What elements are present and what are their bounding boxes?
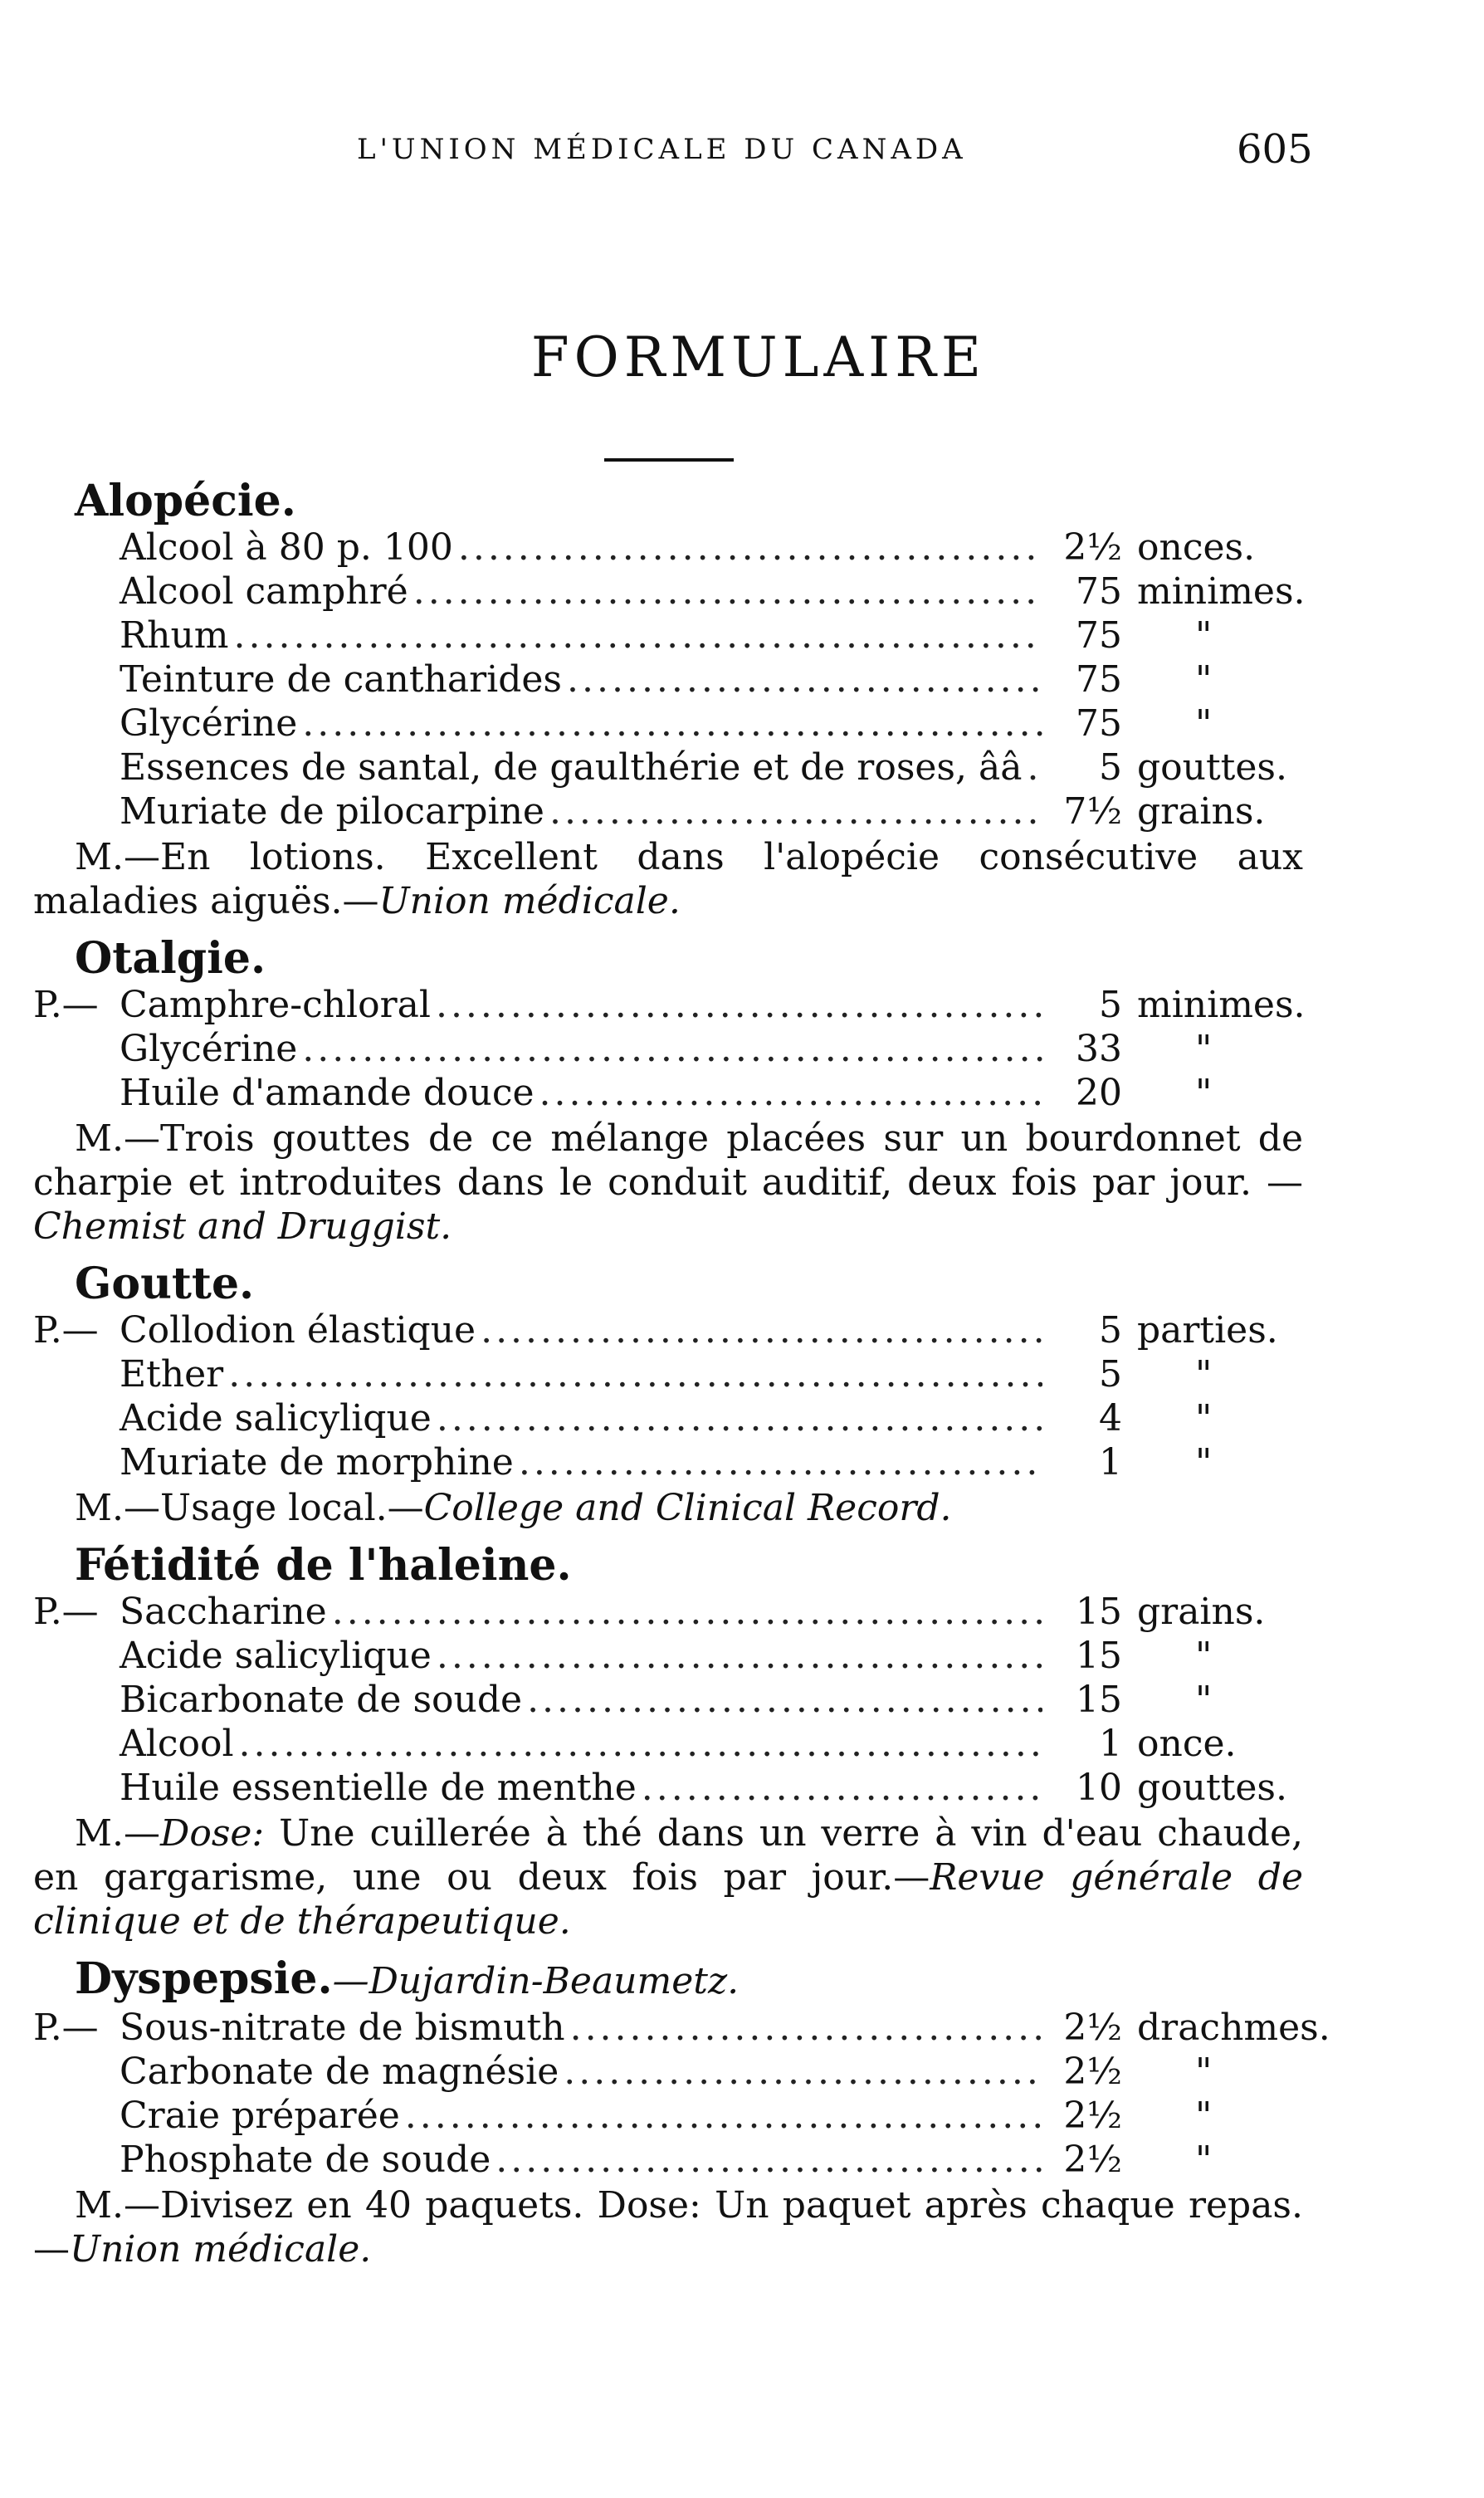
- ingredient-unit: ": [1195, 702, 1213, 745]
- ingredient-unit: ": [1195, 1397, 1213, 1440]
- prescription-prefix: P.—: [33, 984, 99, 1026]
- ingredient-unit: minimes.: [1137, 570, 1306, 613]
- ingredient-quantity: 5: [1099, 984, 1122, 1026]
- ingredient-quantity: 2½: [1063, 2051, 1122, 2093]
- recipe-note: [33, 2183, 1303, 2271]
- note-text: Une cuillerée à thé dans un verre à vin d'eau chaude, en gargarisme, une ou deux fois par jour.—: [33, 1812, 1303, 1899]
- note-text: M.—Usage local.—: [75, 1487, 424, 1529]
- journal-title: L'UNION MÉDICALE DU CANADA: [357, 133, 967, 166]
- ingredient-name: Craie préparée: [120, 2095, 400, 2137]
- dot-leader: [458, 526, 1042, 570]
- ingredient-quantity: 20: [1076, 1072, 1122, 1114]
- page-number: 605: [1237, 126, 1313, 173]
- recipe-note: [33, 1486, 1303, 1530]
- ingredient-quantity: 1: [1099, 1441, 1122, 1484]
- ingredient-row: [33, 789, 1303, 833]
- ingredient-quantity: 5: [1099, 746, 1122, 789]
- ingredient-quantity: 75: [1076, 614, 1122, 657]
- ingredient-quantity: 5: [1099, 1309, 1122, 1352]
- ingredient-unit: ": [1195, 1353, 1213, 1396]
- dot-leader: [302, 1027, 1042, 1071]
- ingredient-unit: ": [1195, 2095, 1213, 2137]
- ingredient-name: Carbonate de magnésie: [120, 2051, 559, 2093]
- ingredient-quantity: 1: [1099, 1723, 1122, 1765]
- ingredient-name: Teinture de cantharides: [120, 658, 563, 701]
- recipe-note: M.—Dose: Une cuillerée à thé dans un verre à vin d'eau chaude, en gargarisme, une ou deux fois par jour.—Revue générale de clinique et de thérapeutique.: [33, 1812, 1303, 1943]
- section-heading: [33, 477, 1303, 526]
- ingredient-name: Acide salicylique: [120, 1397, 432, 1440]
- ingredient-row: [33, 657, 1303, 701]
- ingredient-quantity: 75: [1076, 702, 1122, 745]
- note-source: Union médicale.: [378, 880, 681, 922]
- note-source: College and Clinical Record.: [423, 1487, 952, 1529]
- dot-leader: [570, 2006, 1042, 2050]
- ingredient-row: [33, 1766, 1303, 1810]
- section-heading-source: —Dujardin-Beaumetz.: [332, 1960, 740, 2002]
- ingredient-name: Bicarbonate de soude: [120, 1679, 523, 1721]
- dot-leader: [302, 701, 1042, 745]
- ingredient-unit: once.: [1137, 1723, 1237, 1765]
- note-text: M.—Divisez en 40 paquets. Dose: Un paquet après chaque repas.—: [33, 2184, 1303, 2271]
- ingredient-unit: ": [1195, 614, 1213, 657]
- ingredient-row: [33, 2006, 1330, 2050]
- note-text: M.—Trois gouttes de ce mélange placées sur un bourdonnet de charpie et introduites dans le conduit auditif, deux fois par jour. —: [33, 1117, 1303, 1204]
- ingredient-unit: gouttes.: [1137, 1767, 1287, 1809]
- recipe-note: [33, 835, 1303, 923]
- ingredient-quantity: 2½: [1063, 526, 1122, 569]
- prescription-prefix: P.—: [33, 1591, 99, 1633]
- ingredient-row: [33, 1634, 1303, 1678]
- section-heading-text: Otalgie.: [75, 933, 266, 984]
- ingredient-unit: ": [1195, 1028, 1213, 1070]
- ingredient-row: [33, 1722, 1303, 1766]
- dot-leader: [239, 1722, 1042, 1766]
- ingredient-row: [33, 1071, 1303, 1115]
- ingredient-unit: onces.: [1137, 526, 1256, 569]
- ingredient-unit: gouttes.: [1137, 746, 1287, 789]
- section-heading: [33, 1542, 1303, 1590]
- ingredient-quantity: 7½: [1063, 790, 1122, 833]
- ingredient-row: [33, 2094, 1303, 2138]
- dot-leader: [642, 1766, 1042, 1810]
- dot-leader: [495, 2138, 1042, 2182]
- dot-leader: [527, 1678, 1042, 1722]
- ingredient-name: Alcool: [120, 1723, 234, 1765]
- dot-leader: [437, 1634, 1042, 1678]
- ingredient-name: Essences de santal, de gaulthérie et de roses, ââ: [120, 746, 1023, 789]
- ingredient-unit: drachmes.: [1137, 2007, 1330, 2049]
- ingredient-quantity: 10: [1076, 1767, 1122, 1809]
- section-heading-text: Alopécie.: [75, 476, 296, 526]
- ingredient-quantity: 5: [1099, 1353, 1122, 1396]
- dot-leader: [413, 570, 1042, 614]
- ingredient-name: Collodion élastique: [120, 1309, 476, 1352]
- ingredient-unit: grains.: [1137, 790, 1266, 833]
- dot-leader: [234, 614, 1042, 657]
- ingredient-unit: minimes.: [1137, 984, 1306, 1026]
- section-heading-text: Dyspepsie.: [75, 1953, 333, 2004]
- ingredient-row: [33, 1308, 1303, 1352]
- ingredient-row: [33, 1396, 1303, 1440]
- note-source: Union médicale.: [70, 2228, 372, 2271]
- ingredient-name: Sous-nitrate de bismuth: [120, 2007, 565, 2049]
- ingredient-quantity: 15: [1076, 1635, 1122, 1677]
- ingredient-row: [33, 1678, 1303, 1722]
- dot-leader: [1027, 745, 1042, 789]
- ingredient-name: Muriate de morphine: [120, 1441, 514, 1484]
- ingredient-name: Acide salicylique: [120, 1635, 432, 1677]
- ingredient-quantity: 75: [1076, 570, 1122, 613]
- dot-leader: [564, 2050, 1042, 2094]
- ingredient-quantity: 15: [1076, 1679, 1122, 1721]
- dot-leader: [228, 1352, 1042, 1396]
- ingredient-unit: ": [1195, 1635, 1213, 1677]
- dot-leader: [332, 1590, 1042, 1634]
- note-text: M.—En lotions. Excellent dans l'alopécie consécutive aux maladies aiguës.—: [33, 836, 1303, 922]
- ingredient-unit: ": [1195, 658, 1213, 701]
- ingredient-row: [33, 2050, 1303, 2094]
- ingredient-name: Rhum: [120, 614, 229, 657]
- ingredient-row: [33, 526, 1303, 570]
- formulary-content: [33, 476, 1330, 2276]
- ingredient-quantity: 15: [1076, 1591, 1122, 1633]
- section-heading: [33, 935, 1303, 983]
- ingredient-quantity: 75: [1076, 658, 1122, 701]
- ingredient-unit: ": [1195, 1679, 1213, 1721]
- ingredient-quantity: 2½: [1063, 2095, 1122, 2137]
- ingredient-name: Saccharine: [120, 1591, 327, 1633]
- dot-leader: [567, 657, 1042, 701]
- note-source: Revue générale de clinique et de thérapeutique.: [33, 1856, 1303, 1943]
- ingredient-name: Glycérine: [120, 702, 298, 745]
- dot-leader: [519, 1440, 1042, 1484]
- prescription-prefix: P.—: [33, 1309, 99, 1352]
- note-source: Chemist and Druggist.: [33, 1205, 452, 1248]
- page-title: FORMULAIRE: [530, 325, 987, 389]
- ingredient-row: [33, 1440, 1303, 1484]
- ingredient-unit: ": [1195, 2139, 1213, 2181]
- dot-leader: [405, 2094, 1042, 2138]
- section-heading-text: Fétidité de l'haleine.: [75, 1540, 572, 1591]
- title-rule: [604, 458, 734, 462]
- ingredient-row: [33, 1027, 1303, 1071]
- ingredient-unit: parties.: [1137, 1309, 1278, 1352]
- section-heading-text: Goutte.: [75, 1259, 255, 1309]
- ingredient-name: Alcool à 80 p. 100: [120, 526, 453, 569]
- ingredient-unit: ": [1195, 1072, 1213, 1114]
- ingredient-row: [33, 1352, 1303, 1396]
- ingredient-row: [33, 745, 1303, 789]
- ingredient-unit: ": [1195, 2051, 1213, 2093]
- ingredient-name: Alcool camphré: [120, 570, 408, 613]
- dot-leader: [437, 1396, 1042, 1440]
- prescription-prefix: P.—: [33, 2007, 99, 2049]
- recipe-note: [33, 1117, 1303, 1249]
- dot-leader: [436, 983, 1042, 1027]
- ingredient-quantity: 2½: [1063, 2007, 1122, 2049]
- ingredient-row: [33, 701, 1303, 745]
- ingredient-quantity: 4: [1099, 1397, 1122, 1440]
- dot-leader: [539, 1071, 1042, 1115]
- ingredient-quantity: 33: [1076, 1028, 1122, 1070]
- ingredient-unit: ": [1195, 1441, 1213, 1484]
- ingredient-row: [33, 983, 1306, 1027]
- ingredient-name: Ether: [120, 1353, 224, 1396]
- section-heading: [33, 1260, 1303, 1308]
- ingredient-row: [33, 570, 1306, 614]
- dot-leader: [549, 789, 1042, 833]
- ingredient-row: [33, 2138, 1303, 2182]
- section-heading: [33, 1955, 1303, 2006]
- ingredient-name: Huile essentielle de menthe: [120, 1767, 637, 1809]
- ingredient-name: Phosphate de soude: [120, 2139, 491, 2181]
- ingredient-unit: grains.: [1137, 1591, 1266, 1633]
- dose-label: Dose:: [160, 1812, 265, 1855]
- dot-leader: [481, 1308, 1042, 1352]
- ingredient-quantity: 2½: [1063, 2139, 1122, 2181]
- ingredient-name: Huile d'amande douce: [120, 1072, 535, 1114]
- running-header: [0, 126, 1484, 176]
- ingredient-row: [33, 614, 1303, 657]
- ingredient-name: Muriate de pilocarpine: [120, 790, 544, 833]
- ingredient-row: [33, 1590, 1303, 1634]
- ingredient-name: Glycérine: [120, 1028, 298, 1070]
- ingredient-name: Camphre-chloral: [120, 984, 431, 1026]
